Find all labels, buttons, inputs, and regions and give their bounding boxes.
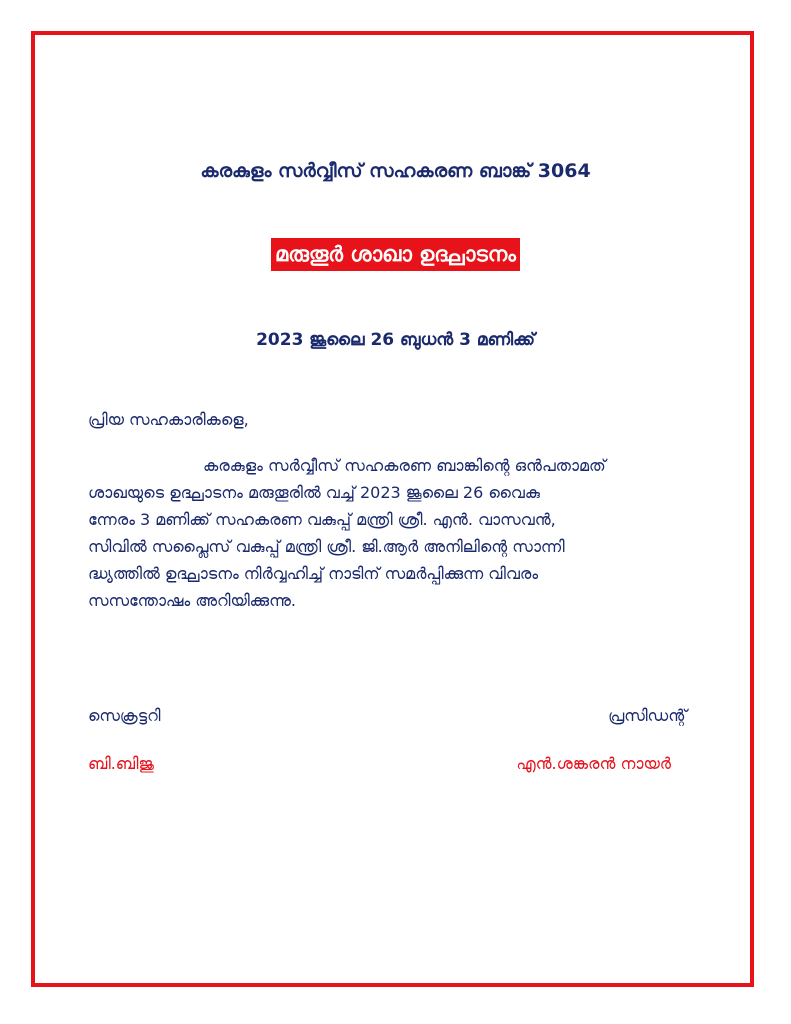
president-role: പ്രസിഡന്റ് <box>608 706 687 725</box>
body-line: ന്നേരം 3 മണിക്ക് സഹകരണ വകുപ്പ് മന്ത്രി ശ്രീ. എൻ. വാസവൻ, <box>88 510 556 529</box>
body-line: ശാഖയുടെ ഉദ്ഘാടനം മരുതൂരിൽ വച്ച് 2023 ജൂലൈ 26 വൈകു <box>88 483 540 502</box>
body-line: സസന്തോഷം അറിയിക്കുന്നു. <box>88 591 297 610</box>
body-line: കരകുളം സർവ്വീസ് സഹകരണ ബാങ്കിന്റെ ഒൻപതാമത് <box>203 456 606 475</box>
body-line: സിവിൽ സപ്ലൈസ് വകുപ്പ് മന്ത്രി ശ്രീ. ജി.ആർ അനിലിന്റെ സാന്നി <box>88 537 565 556</box>
secretary-role: സെക്രട്ടറി <box>88 706 161 725</box>
event-title: മരുതൂർ ശാഖാ ഉദ്ഘാടനം <box>271 238 520 271</box>
event-date: 2023 ജൂലൈ 26 ബുധൻ 3 മണിക്ക് <box>256 330 535 350</box>
letter-body <box>88 452 684 614</box>
body-line: ദ്ധ്യത്തിൽ ഉദ്ഘാടനം നിർവ്വഹിച്ച് നാടിന് സമർപ്പിക്കുന്ന വിവരം <box>88 564 539 583</box>
secretary-name: ബി.ബിജു <box>88 754 154 773</box>
salutation: പ്രിയ സഹകാരികളെ, <box>88 410 249 429</box>
president-name: എൻ.ശങ്കരൻ നായർ <box>516 754 671 773</box>
bank-title: കരകുളം സർവ്വീസ് സഹകരണ ബാങ്ക് 3064 <box>200 160 591 182</box>
event-title-container <box>0 238 791 271</box>
